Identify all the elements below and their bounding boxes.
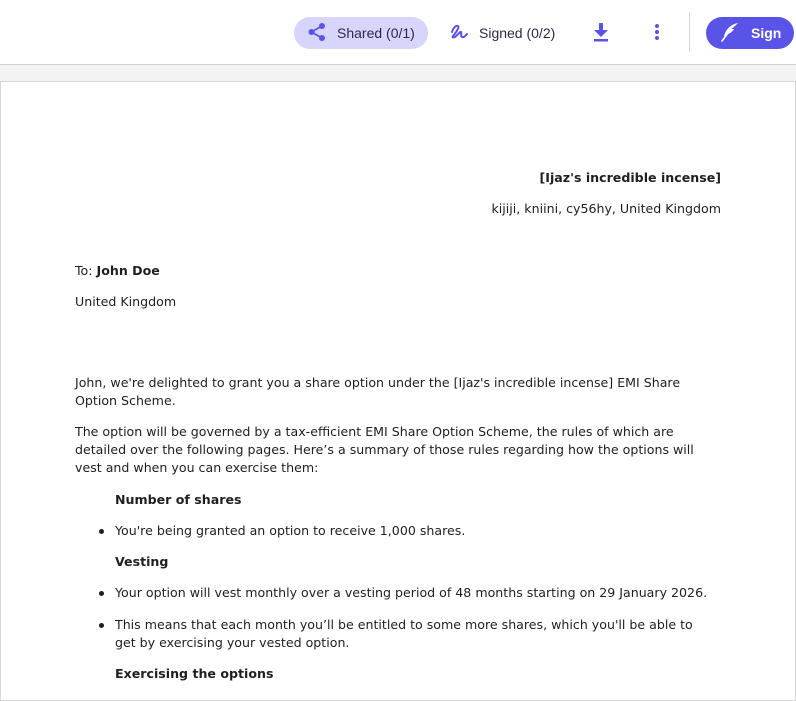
- more-vertical-icon: [654, 22, 660, 45]
- shared-button[interactable]: [294, 17, 428, 49]
- download-icon: [592, 22, 610, 45]
- to-prefix: To:: [75, 263, 93, 278]
- share-icon: [307, 22, 337, 45]
- list-item: You're being granted an option to receive 1,000 shares.: [115, 522, 715, 540]
- list-item: Your option will vest monthly over a vesting period of 48 months starting on 29 January 2026.: [115, 584, 715, 602]
- sign-button[interactable]: [706, 17, 794, 49]
- governance-paragraph: The option will be governed by a tax-efficient EMI Share Option Scheme, the rules of which are detailed over the following pages. Here’s a summary of those rules regarding how the options will vest and when you can exercise them:: [75, 424, 694, 475]
- company-name: [Ijaz's incredible incense]: [539, 170, 721, 185]
- signed-button[interactable]: [449, 17, 555, 49]
- list-item: This means that each month you’ll be entitled to some more shares, which you'll be able to get by exercising your vested option.: [115, 616, 715, 652]
- signed-label: Signed (0/2): [479, 25, 556, 41]
- toolbar-divider: [689, 12, 690, 52]
- more-options-button[interactable]: [646, 20, 668, 46]
- document-toolbar: [0, 0, 796, 65]
- recipient-name: John Doe: [96, 263, 160, 278]
- section-title-shares: Number of shares: [115, 492, 242, 507]
- recipient-line: [75, 262, 160, 280]
- document-page: [0, 81, 796, 701]
- company-address: kijiji, kniini, cy56hy, United Kingdom: [491, 201, 721, 216]
- signature-icon: [449, 22, 479, 45]
- download-button[interactable]: [590, 20, 612, 46]
- quill-icon: [721, 22, 751, 45]
- intro-paragraph: John, we're delighted to grant you a share option under the [Ijaz's incredible incense] EMI Share Option Scheme.: [75, 375, 681, 408]
- section-title-exercise: Exercising the options: [115, 666, 274, 681]
- section-title-vesting: Vesting: [115, 554, 169, 569]
- shared-label: Shared (0/1): [337, 25, 415, 41]
- recipient-country: United Kingdom: [75, 294, 177, 309]
- sign-label: Sign: [751, 25, 782, 41]
